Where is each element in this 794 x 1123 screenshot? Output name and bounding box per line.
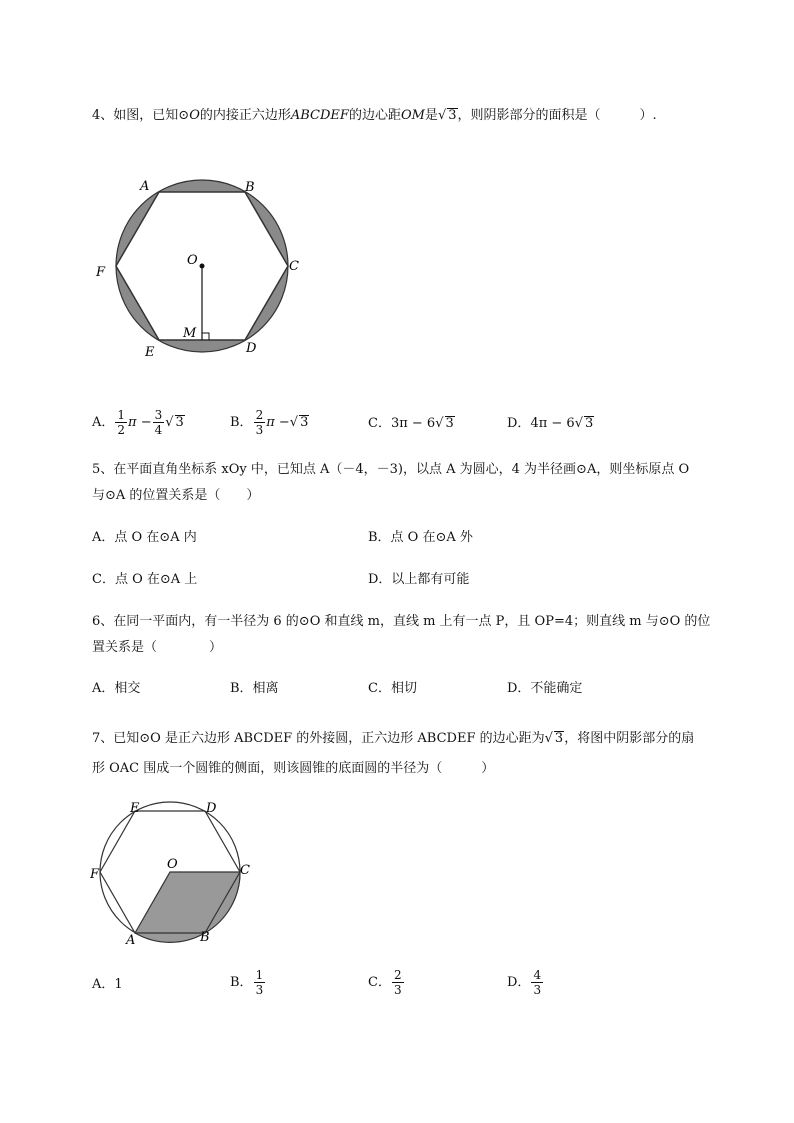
q6-option-b[interactable]: B．相离	[230, 681, 279, 696]
sqrt-symbol: √	[289, 415, 299, 430]
question-5-stem: 5、在平面直角坐标系 xOy 中，已知点 A（－4，－3)，以点 A 为圆心，4 为半径画⊙A，则坐标原点 O 与⊙A 的位置关系是（ ）	[92, 462, 690, 503]
q7-label-a: A	[126, 933, 136, 948]
q4-label-e: E	[145, 345, 155, 360]
question-4-stem: 4、如图，已知⊙O的内接正六边形ABCDEF的边心距OM是√ 3，则阴影部分的面积是（ ）.	[92, 108, 657, 123]
question-7-stem: 7、已知⊙O 是正六边形 ABCDEF 的外接圆，正六边形 ABCDEF 的边心距为√ 3，将图中阴影部分的扇 形 OAC 围成一个圆锥的侧面，则该圆锥的底面圆的半径为（ ）	[92, 731, 695, 776]
question-4-figure	[90, 170, 310, 370]
q7-label-e: E	[130, 801, 140, 816]
fraction: $\frac{4}{3}$	[533, 968, 542, 997]
sqrt-symbol: √	[437, 108, 447, 123]
fraction: $\frac{2}{3}$	[255, 408, 264, 437]
q4-label-b: B	[245, 180, 255, 195]
q4-label-o: O	[187, 253, 198, 268]
fraction: $\frac{1}{2}$	[117, 408, 126, 437]
q7-label-f: F	[90, 867, 100, 882]
q7-option-b[interactable]: B． $\frac{1}{3}$	[230, 968, 264, 997]
sqrt-symbol: √	[574, 416, 583, 431]
q7-option-d[interactable]: D． $\frac{4}{3}$	[507, 968, 542, 997]
sqrt-symbol: √	[435, 416, 444, 431]
q4-option-c[interactable]: C．3π − 6√ 3	[368, 416, 454, 431]
q4-option-d[interactable]: D．4π − 6√ 3	[507, 416, 594, 431]
q4-label-f: F	[96, 265, 106, 280]
fraction: $\frac{1}{3}$	[255, 968, 264, 997]
question-6-stem: 6、在同一平面内，有一半径为 6 的⊙O 和直线 m，直线 m 上有一点 P，且 OP=4；则直线 m 与⊙O 的位 置关系是（ ）	[92, 614, 711, 655]
q7-label-d: D	[206, 801, 217, 816]
q4-option-b[interactable]: B． $\frac{2}{3}$ π −√ 3	[230, 408, 309, 437]
sqrt-symbol: √	[165, 415, 174, 430]
q6-option-c[interactable]: C．相切	[368, 681, 417, 696]
q4-option-a[interactable]: A． $\frac{1}{2}$ π − $\frac{3}{4}$ √ 3	[92, 408, 184, 437]
q4-center-dot	[200, 264, 205, 269]
q7-label-c: C	[240, 863, 250, 878]
q5-option-a[interactable]: A．点 O 在⊙A 内	[92, 530, 197, 545]
fraction: $\frac{3}{4}$	[154, 408, 163, 437]
q5-option-c[interactable]: C．点 O 在⊙A 上	[92, 572, 198, 587]
q6-option-a[interactable]: A．相交	[92, 681, 141, 696]
question-7-figure	[90, 800, 260, 950]
q7-label-o: O	[167, 857, 178, 872]
q6-option-d[interactable]: D．不能确定	[507, 681, 583, 696]
q4-label-d: D	[246, 341, 257, 356]
q4-label-m: M	[183, 326, 197, 341]
q5-option-b[interactable]: B．点 O 在⊙A 外	[368, 530, 473, 545]
q7-option-a[interactable]: A．1	[92, 977, 123, 992]
q7-label-b: B	[200, 930, 210, 945]
q4-label-a: A	[140, 179, 150, 194]
fraction: $\frac{2}{3}$	[393, 968, 402, 997]
sqrt-symbol: √	[544, 731, 553, 746]
q7-option-c[interactable]: C． $\frac{2}{3}$	[368, 968, 402, 997]
q5-option-d[interactable]: D．以上都有可能	[368, 572, 470, 587]
q4-label-c: C	[289, 259, 299, 274]
